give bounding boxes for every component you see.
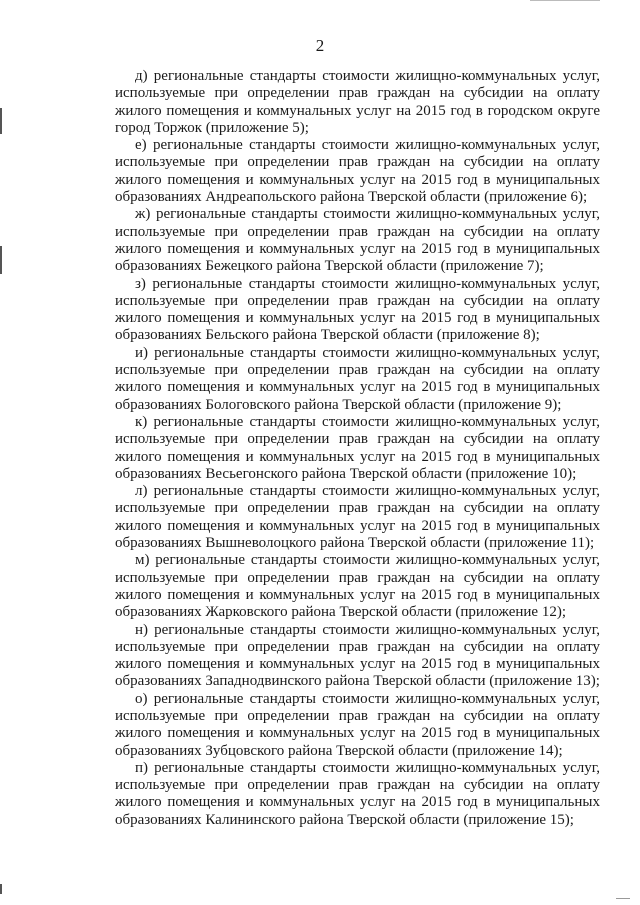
scan-artifact [0, 884, 2, 894]
paragraph-item-zh: ж) региональные стандарты стоимости жилищно-коммунальных услуг, используемые при определении прав граждан на субсидии на оплату жилого помещения и коммунальных услуг на 2015 год в муниципальных образованиях Бежецкого района Тверской области (приложение 7); [115, 206, 600, 275]
scan-artifact [616, 898, 630, 899]
paragraph-item-m: м) региональные стандарты стоимости жилищно-коммунальных услуг, используемые при определении прав граждан на субсидии на оплату жилого помещения и коммунальных услуг на 2015 год в муниципальных образованиях Жарковского района Тверской области (приложение 12); [115, 552, 600, 621]
paragraph-item-i: и) региональные стандарты стоимости жилищно-коммунальных услуг, используемые при определении прав граждан на субсидии на оплату жилого помещения и коммунальных услуг на 2015 год в муниципальных образованиях Бологовского района Тверской области (приложение 9); [115, 344, 600, 413]
scan-artifact [0, 246, 2, 274]
paragraph-item-z: з) региональные стандарты стоимости жилищно-коммунальных услуг, используемые при определении прав граждан на субсидии на оплату жилого помещения и коммунальных услуг на 2015 год в муниципальных образованиях Бельского района Тверской области (приложение 8); [115, 275, 600, 344]
paragraph-item-k: к) региональные стандарты стоимости жилищно-коммунальных услуг, используемые при определении прав граждан на субсидии на оплату жилого помещения и коммунальных услуг на 2015 год в муниципальных образованиях Весьегонского района Тверской области (приложение 10); [115, 413, 600, 482]
paragraph-item-o: о) региональные стандарты стоимости жилищно-коммунальных услуг, используемые при определении прав граждан на субсидии на оплату жилого помещения и коммунальных услуг на 2015 год в муниципальных образованиях Зубцовского района Тверской области (приложение 14); [115, 690, 600, 759]
paragraph-item-d: д) региональные стандарты стоимости жилищно-коммунальных услуг, используемые при определении прав граждан на субсидии на оплату жилого помещения и коммунальных услуг на 2015 год в городском округе город Торжок (приложение 5); [115, 68, 600, 136]
document-body [115, 68, 600, 829]
paragraph-item-e: е) региональные стандарты стоимости жилищно-коммунальных услуг, используемые при определении прав граждан на субсидии на оплату жилого помещения и коммунальных услуг на 2015 год в муниципальных образованиях Андреапольского района Тверской области (приложение 6); [115, 137, 600, 206]
paragraph-item-l: л) региональные стандарты стоимости жилищно-коммунальных услуг, используемые при определении прав граждан на субсидии на оплату жилого помещения и коммунальных услуг на 2015 год в муниципальных образованиях Вышневолоцкого района Тверской области (приложение 11); [115, 483, 600, 552]
page-number: 2 [315, 36, 325, 55]
paragraph-item-p: п) региональные стандарты стоимости жилищно-коммунальных услуг, используемые при определении прав граждан на субсидии на оплату жилого помещения и коммунальных услуг на 2015 год в муниципальных образованиях Калининского района Тверской области (приложение 15); [115, 759, 600, 828]
paragraph-item-n: н) региональные стандарты стоимости жилищно-коммунальных услуг, используемые при определении прав граждан на субсидии на оплату жилого помещения и коммунальных услуг на 2015 год в муниципальных образованиях Западнодвинского района Тверской области (приложение 13); [115, 621, 600, 690]
scan-artifact [530, 0, 600, 1]
scan-artifact [0, 108, 2, 134]
